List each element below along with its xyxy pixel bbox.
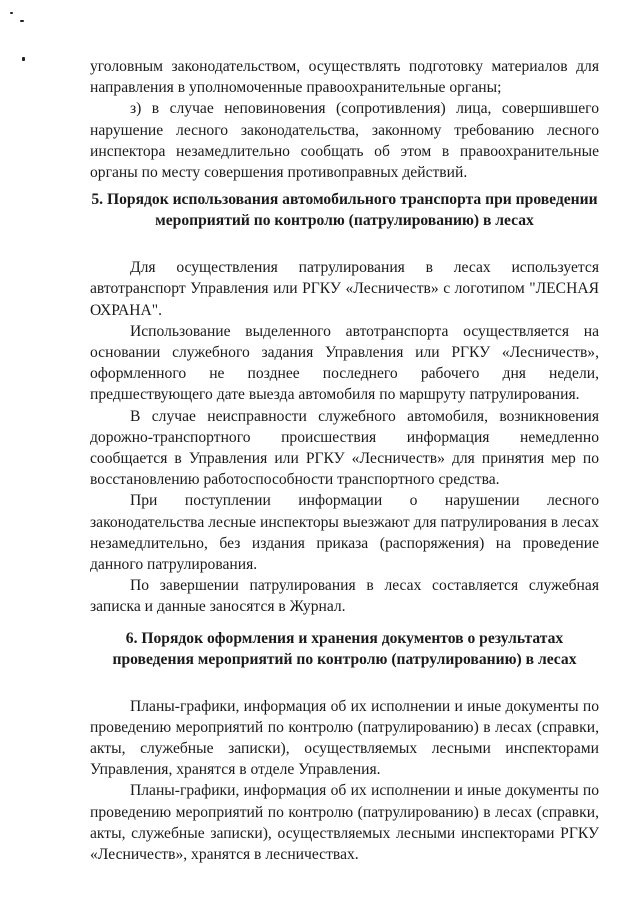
paragraph: Планы-графики, информация об их исполнении и иные документы по проведению мероприятий по контролю (патрулированию) в лесах (справки, акты, служебные записки), осуществляемых лесными инспекторами РГКУ «Лесничеств», хранятся в лесничествах. [90,782,599,864]
paragraph: з) в случае неповиновения (сопротивления) лица, совершившего нарушение лесного законодательства, законному требованию лесного инспектора незамедлительно сообщать об этом в правоохранительные органы по месту совершения противоправных действий. [90,100,599,182]
paragraph: Использование выделенного автотранспорта осуществляется на основании служебного задания Управления или РГКУ «Лесничеств», оформленного не позднее последнего рабочего дня недели, предшествующего дате выезда автомобиля по маршруту патрулирования. [90,322,599,404]
document-body [90,56,599,865]
section-heading-6: 6. Порядок оформления и хранения документов о результатах проведения мероприятий по контролю (патрулированию) в лесах [112,629,577,668]
paragraph: По завершении патрулирования в лесах составляется служебная записка и данные заносятся в Журнал. [90,577,599,616]
paragraph: уголовным законодательством, осуществлять подготовку материалов для направления в уполномоченные правоохранительные органы; [90,58,599,97]
scan-speck [20,20,24,22]
scan-speck [22,57,25,61]
scan-speck [10,12,13,14]
paragraph: Для осуществления патрулирования в лесах используется автотранспорт Управления или РГКУ «Лесничеств» с логотипом "ЛЕСНАЯ ОХРАНА". [90,259,599,319]
paragraph: Планы-графики, информация об их исполнении и иные документы по проведению мероприятий по контролю (патрулированию) в лесах (справки, акты, служебные записки), осуществляемых лесными инспекторами Управления, хранятся в отделе Управления. [90,697,599,779]
paragraph: В случае неисправности служебного автомобиля, возникновения дорожно-транспортного происшествия информация немедленно сообщается в Управления или РГКУ «Лесничеств» для принятия мер по восстановлению работоспособности транспортного средства. [90,407,599,489]
paragraph: При поступлении информации о нарушении лесного законодательства лесные инспекторы выезжают для патрулирования в лесах незамедлительно, без издания приказа (распоряжения) на проведение данного патрулирования. [90,492,599,574]
section-heading-5: 5. Порядок использования автомобильного транспорта при проведении мероприятий по контролю (патрулированию) в лесах [91,191,598,230]
